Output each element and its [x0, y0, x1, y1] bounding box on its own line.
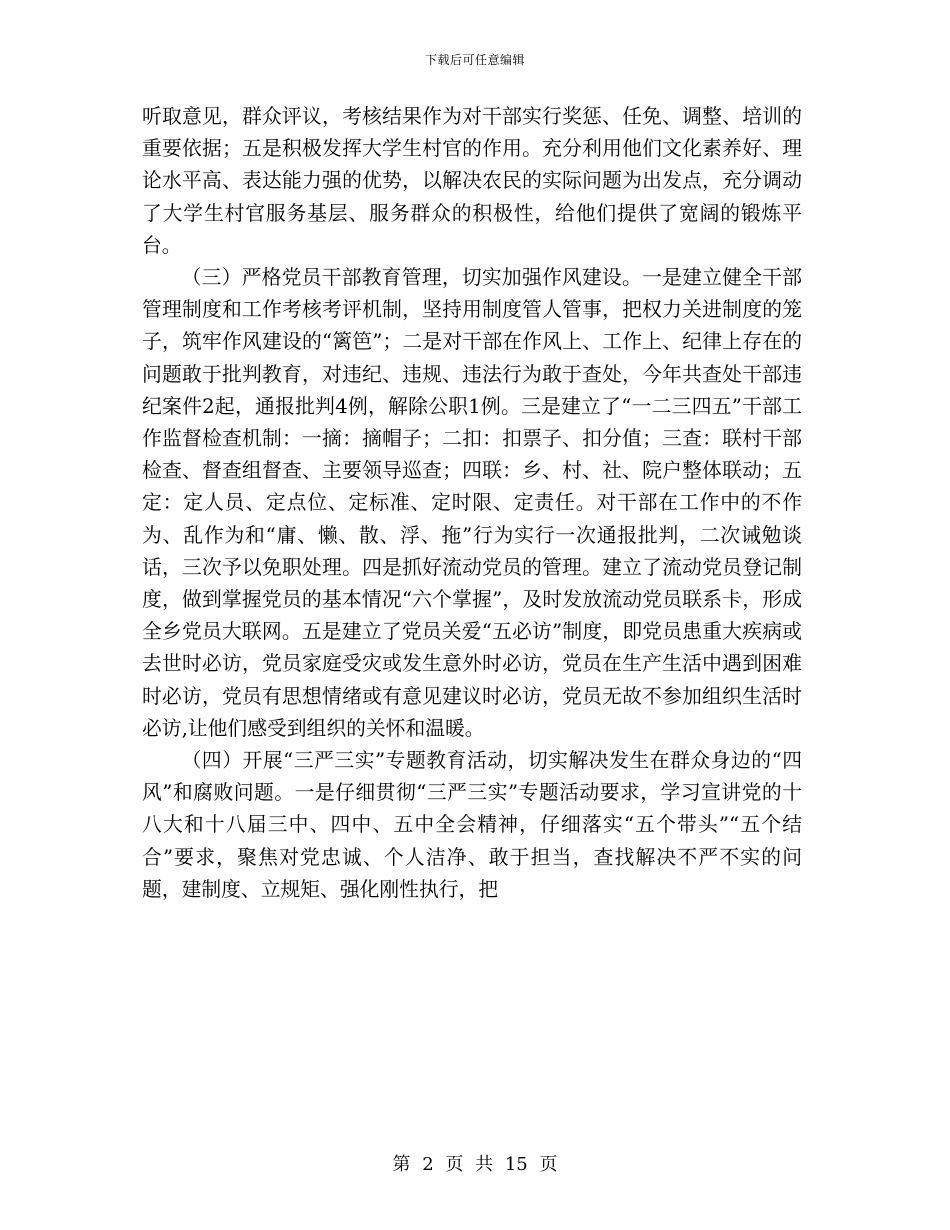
- page-header-note: 下载后可任意编辑: [424, 53, 525, 67]
- document-body: [142, 101, 802, 906]
- paragraph-section-4: （四）开展“三严三实”专题教育活动，切实解决发生在群众身边的“四风”和腐败问题。一是仔细贯彻“三严三实”专题活动要求，学习宣讲党的十八大和十八届三中、四中、五中全会精神，仔细落实“五个带头”“五个结合”要求，聚焦对党忠诚、个人洁净、敢于担当，查找解决不严不实的问题，建制度、立规矩、强化刚性执行，把: [142, 749, 802, 901]
- paragraph-continued: 听取意见，群众评议，考核结果作为对干部实行奖惩、任免、调整、培训的重要依据；五是积极发挥大学生村官的作用。充分利用他们文化素养好、理论水平高、表达能力强的优势，以解决农民的实际问题为出发点，充分调动了大学生村官服务基层、服务群众的积极性，给他们提供了宽阔的锻炼平台。: [142, 105, 802, 257]
- paragraph-section-3: （三）严格党员干部教育管理，切实加强作风建设。一是建立健全干部管理制度和工作考核考评机制，坚持用制度管人管事，把权力关进制度的笼子，筑牢作风建设的“篱笆”；二是对干部在作风上、工作上、纪律上存在的问题敢于批判教育，对违纪、违规、违法行为敢于查处，今年共查处干部违纪案件2起，通报批判4例，解除公职1例。三是建立了“一二三四五”干部工作监督检查机制：一摘：摘帽子；二扣：扣票子、扣分值；三查：联村干部检查、督查组督查、主要领导巡查；四联：乡、村、社、院户整体联动；五定：定人员、定点位、定标准、定时限、定责任。对干部在工作中的不作为、乱作为和“庸、懒、散、浮、拖”行为实行一次通报批判，二次诫勉谈话，三次予以免职处理。四是抓好流动党员的管理。建立了流动党员登记制度，做到掌握党员的基本情况“六个掌握”，及时发放流动党员联系卡，形成全乡党员大联网。五是建立了党员关爱“五必访”制度，即党员患重大疾病或去世时必访，党员家庭受灾或发生意外时必访，党员在生产生活中遇到困难时必访，党员有思想情绪或有意见建议时必访，党员无故不参加组织生活时必访,让他们感受到组织的关怀和温暖。: [142, 266, 802, 740]
- page-number-footer: 第 2 页 共 15 页: [392, 1154, 558, 1175]
